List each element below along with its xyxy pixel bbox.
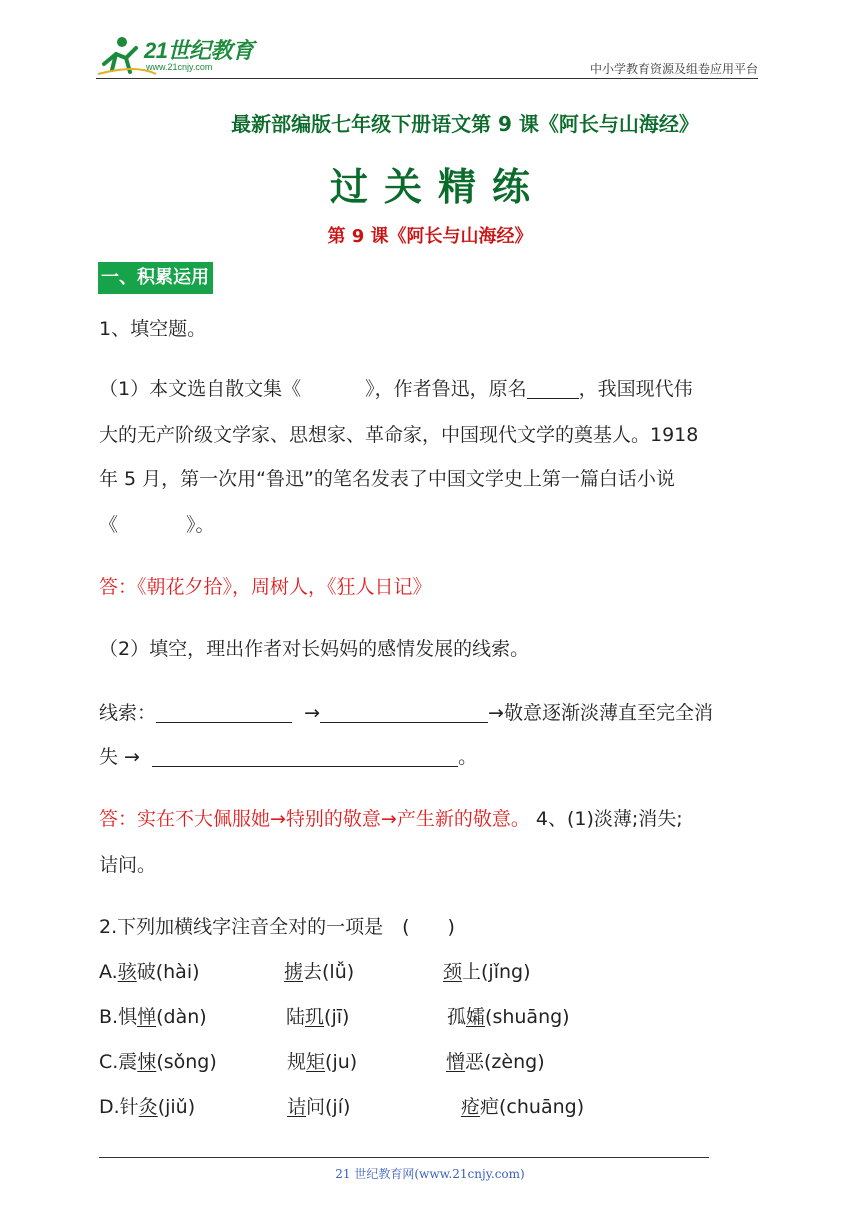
document-title: 最新部编版七年级下册语文第 9 课《阿长与山海经》 <box>231 112 699 136</box>
page-header <box>96 30 758 80</box>
answer-2 <box>99 804 683 831</box>
q1-p2: （2）填空，理出作者对长妈妈的感情发展的线索。 <box>99 638 530 660</box>
option-a-item3: 颈上(jǐng) <box>443 961 531 983</box>
q1-p1-l1a: （1）本文选自散文集《 <box>99 378 302 400</box>
answer-2-black: 4、(1)淡薄;消失; <box>535 808 683 830</box>
q1-p1-line1 <box>99 374 693 401</box>
clue-blank-1 <box>156 702 292 723</box>
q1-p1-l1c: ，我国现代伟 <box>578 378 693 400</box>
q1-p1-l4a: 《 <box>99 514 119 536</box>
q1-heading: 1、填空题。 <box>99 318 207 340</box>
answer-2-line2: 诘问。 <box>99 854 157 876</box>
footer-divider <box>99 1157 709 1158</box>
header-right-text: 中小学教育资源及组卷应用平台 <box>589 62 758 76</box>
clue-label: 线索： <box>99 702 157 724</box>
option-c-item3: 憎恶(zèng) <box>446 1051 545 1073</box>
answer-2-red: 答：实在不大佩服她→特别的敬意→产生新的敬意。 <box>99 808 530 830</box>
clue-arrow: → <box>304 702 321 724</box>
clue-mid: →敬意逐渐淡薄直至完全消 <box>488 702 713 724</box>
q2-heading: 2.下列加横线字注音全对的一项是 ( ) <box>99 916 455 938</box>
option-d-item3: 疮疤(chuāng) <box>461 1096 585 1118</box>
q1-p1-l1b: 》，作者鲁迅，原名 <box>365 378 527 400</box>
q1-p1-l4b: 》。 <box>186 514 215 536</box>
logo-text: 21世纪教育 <box>144 38 254 63</box>
q1-p1-line2: 大的无产阶级文学家、思想家、革命家，中国现代文学的奠基人。1918 <box>99 424 699 446</box>
option-d-item2: 诘问(jí) <box>287 1096 351 1118</box>
clue-blank-2 <box>320 702 488 723</box>
clue-line2 <box>99 742 477 769</box>
q1-p1-line3: 年 5 月，第一次用“鲁迅”的笔名发表了中国文学史上第一篇白话小说 <box>99 468 675 490</box>
logo-url: www.21cnjy.com <box>146 62 213 72</box>
option-a-item1: A.骇破(hài) <box>99 961 200 983</box>
option-b-item3: 孤孀(shuāng) <box>447 1006 570 1028</box>
footer-text: 21 世纪教育网(www.21cnjy.com) <box>335 1167 525 1181</box>
subtitle: 第 9 课《阿长与山海经》 <box>327 226 533 247</box>
clue-l2a: 失 → <box>99 746 140 768</box>
q1-p1-line4 <box>99 510 215 537</box>
option-b-item1: B.惧惮(dàn) <box>99 1006 207 1028</box>
option-a-item2: 掳去(lǚ) <box>284 961 355 983</box>
option-c-item1: C.震悚(sǒng) <box>99 1051 217 1073</box>
name-blank <box>527 378 579 399</box>
big-title: 过关精练 <box>329 165 546 209</box>
option-b-item2: 陆玑(jī) <box>286 1006 350 1028</box>
section-badge: 一、积累运用 <box>98 262 213 294</box>
clue-blank-3 <box>152 746 458 767</box>
clue-line1 <box>99 698 713 725</box>
clue-l2b: 。 <box>458 746 478 768</box>
option-d-item1: D.针灸(jiǔ) <box>99 1096 196 1118</box>
answer-1: 答：《朝花夕拾》，周树人，《狂人日记》 <box>99 576 432 598</box>
option-c-item2: 规矩(ju) <box>287 1051 358 1073</box>
header-divider <box>96 78 758 79</box>
